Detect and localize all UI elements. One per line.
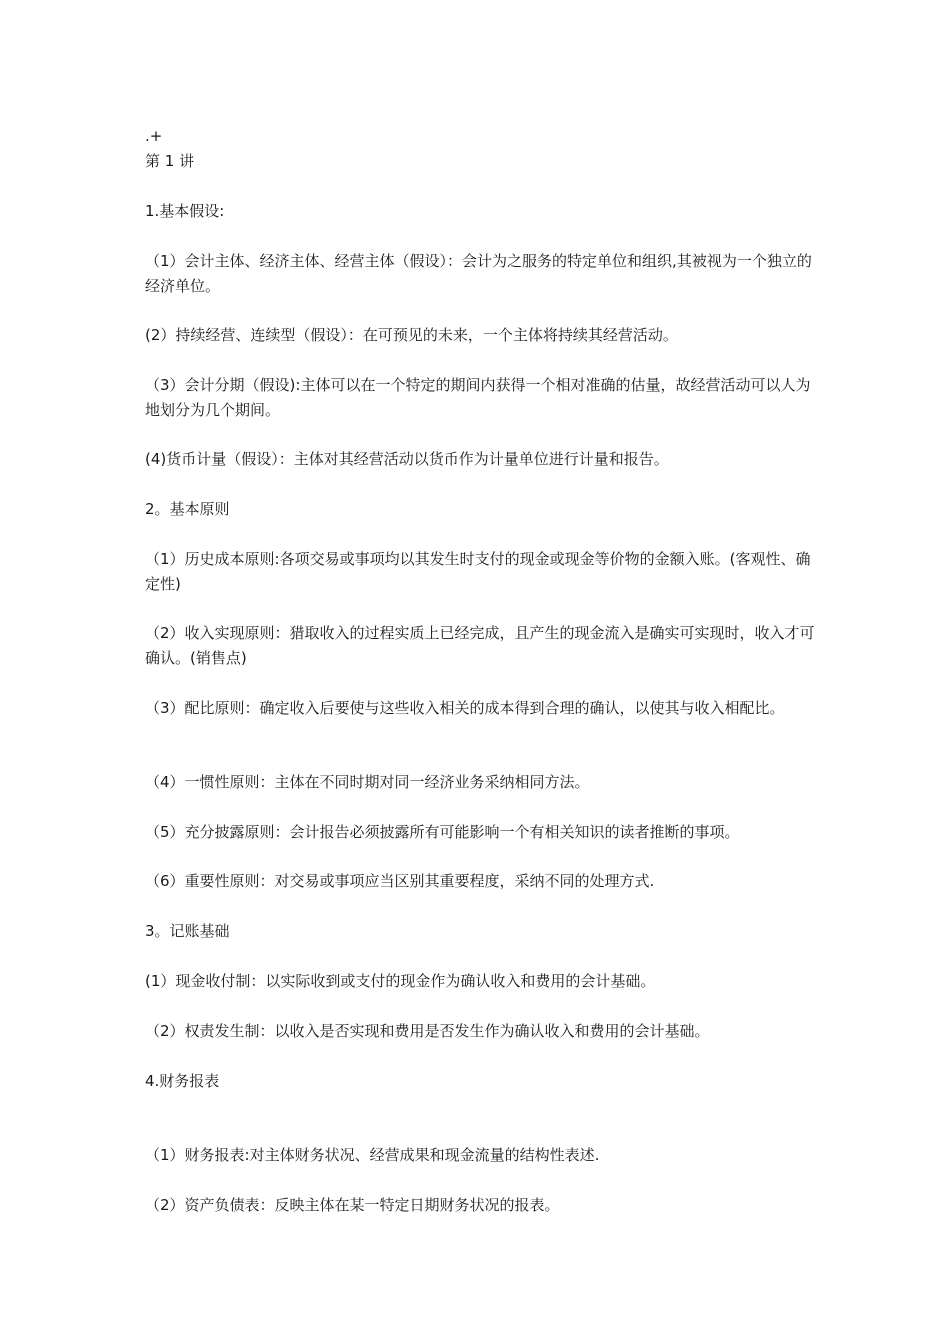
paragraph-4-1: （1）财务报表:对主体财务状况、经营成果和现金流量的结构性表述. xyxy=(145,1146,600,1164)
paragraph-1-2: (2）持续经营、连续型（假设）：在可预见的未来，一个主体将持续其经营活动。 xyxy=(145,326,678,344)
paragraph-2-5: （5）充分披露原则：会计报告必须披露所有可能影响一个有相关知识的读者推断的事项。 xyxy=(145,823,740,841)
paragraph-2-3: （3）配比原则：确定收入后要使与这些收入相关的成本得到合理的确认，以使其与收入相配比。 xyxy=(145,699,785,717)
lecture-title: 第 1 讲 xyxy=(145,152,195,170)
paragraph-2-1: （1）历史成本原则:各项交易或事项均以其发生时支付的现金或现金等价物的金额入账。(客观性、确定性) xyxy=(145,550,811,593)
section-heading-1: 1.基本假设: xyxy=(145,202,225,220)
page-marker: .+ xyxy=(145,127,163,145)
section-heading-2: 2。基本原则 xyxy=(145,500,230,518)
paragraph-3-2: （2）权责发生制：以收入是否实现和费用是否发生作为确认收入和费用的会计基础。 xyxy=(145,1022,710,1040)
paragraph-2-4: （4）一惯性原则：主体在不同时期对同一经济业务采纳相同方法。 xyxy=(145,773,590,791)
paragraph-1-3: （3）会计分期（假设):主体可以在一个特定的期间内获得一个相对准确的估量，故经营活动可以人为地划分为几个期间。 xyxy=(145,376,811,419)
paragraph-2-6: （6）重要性原则：对交易或事项应当区别其重要程度，采纳不同的处理方式. xyxy=(145,872,655,890)
paragraph-1-1: （1）会计主体、经济主体、经营主体（假设）：会计为之服务的特定单位和组织,其被视为一个独立的经济单位。 xyxy=(145,252,812,295)
paragraph-2-2: （2）收入实现原则：猎取收入的过程实质上已经完成，且产生的现金流入是确实可实现时，收入才可确认。(销售点) xyxy=(145,624,815,667)
section-heading-3: 3。记账基础 xyxy=(145,922,230,940)
paragraph-1-4: (4)货币计量（假设）：主体对其经营活动以货币作为计量单位进行计量和报告。 xyxy=(145,450,669,468)
paragraph-3-1: (1）现金收付制：以实际收到或支付的现金作为确认收入和费用的会计基础。 xyxy=(145,972,656,990)
section-heading-4: 4.财务报表 xyxy=(145,1072,220,1090)
paragraph-4-2: （2）资产负债表：反映主体在某一特定日期财务状况的报表。 xyxy=(145,1196,560,1214)
